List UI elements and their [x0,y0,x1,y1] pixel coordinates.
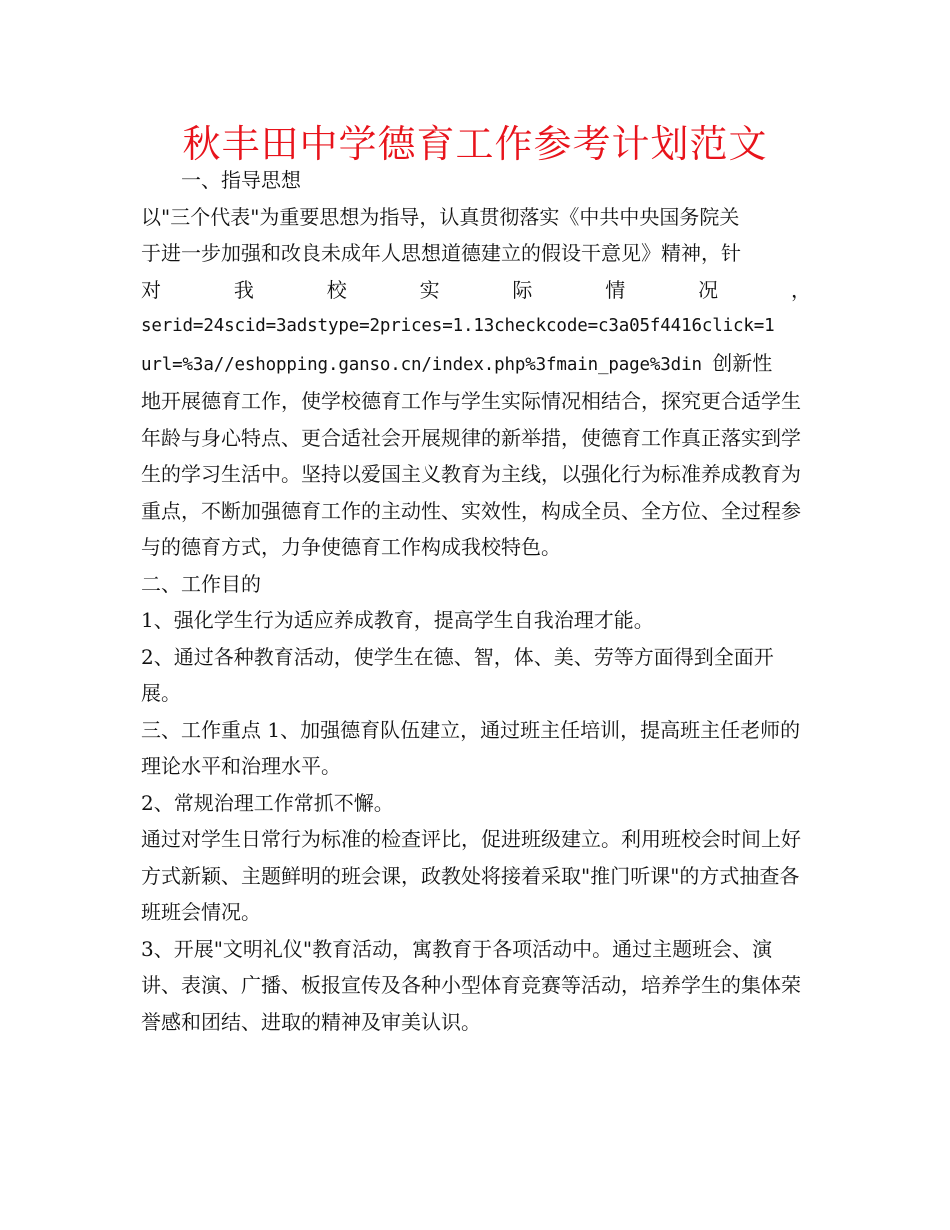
paragraph: 通过对学生日常行为标准的检查评比，促进班级建立。利用班校会时间上好方式新颖、主题鲜明的班会课，政教处将接着采取"推门听课"的方式抽查各班班会情况。 [141,827,801,924]
paragraph-fragment: 创新性 [712,350,773,375]
paragraph-line: 于进一步加强和改良未成年人思想道德建立的假设干意见》精神，针 [141,241,741,265]
list-item: 3、开展"文明礼仪"教育活动，寓教育于各项活动中。通过主题班会、演讲、表演、广播、板报宣传及各种小型体育竞赛等活动，培养学生的集体荣誉感和团结、进取的精神及审美认识。 [141,936,801,1034]
section-heading-guiding-thought: 一、指导思想 [181,168,301,192]
section-heading-work-goals: 二、工作目的 [141,571,261,596]
paragraph-line-spread: 对我校实际情况， [141,277,811,302]
document-body [141,162,811,1040]
list-item: 1、强化学生行为适应养成教育，提高学生自我治理才能。 [141,608,654,632]
list-item: 2、常规治理工作常抓不懈。 [141,790,394,815]
list-item: 2、通过各种教育活动，使学生在德、智，体、美、劳等方面得到全面开展。 [141,644,774,705]
embedded-url-line: serid=24scid=3adstype=2prices=1.13checkcode=c3a05f4416click=1 [141,316,775,336]
section-heading-work-focus: 三、工作重点 1、加强德育队伍建立，通过班主任培训，提高班主任老师的理论水平和治理水平。 [141,717,801,778]
embedded-url-text: url=%3a//eshopping.ganso.cn/index.php%3fmain_page%3din [141,354,702,375]
paragraph: 地开展德育工作，使学校德育工作与学生实际情况相结合，探究更合适学生年龄与身心特点、更合适社会开展规律的新举措，使德育工作真正落实到学生的学习生活中。坚持以爱国主义教育为主线，以强化行为标准养成教育为重点，不断加强德育工作的主动性、实效性，构成全员、全方位、全过程参与的德育方式，力争使德育工作构成我校特色。 [141,389,801,559]
document-title: 秋丰田中学德育工作参考计划范文 [182,122,768,166]
embedded-url-line [141,345,811,384]
paragraph-line: 以"三个代表"为重要思想为指导，认真贯彻落实《中共中央国务院关 [141,204,740,229]
